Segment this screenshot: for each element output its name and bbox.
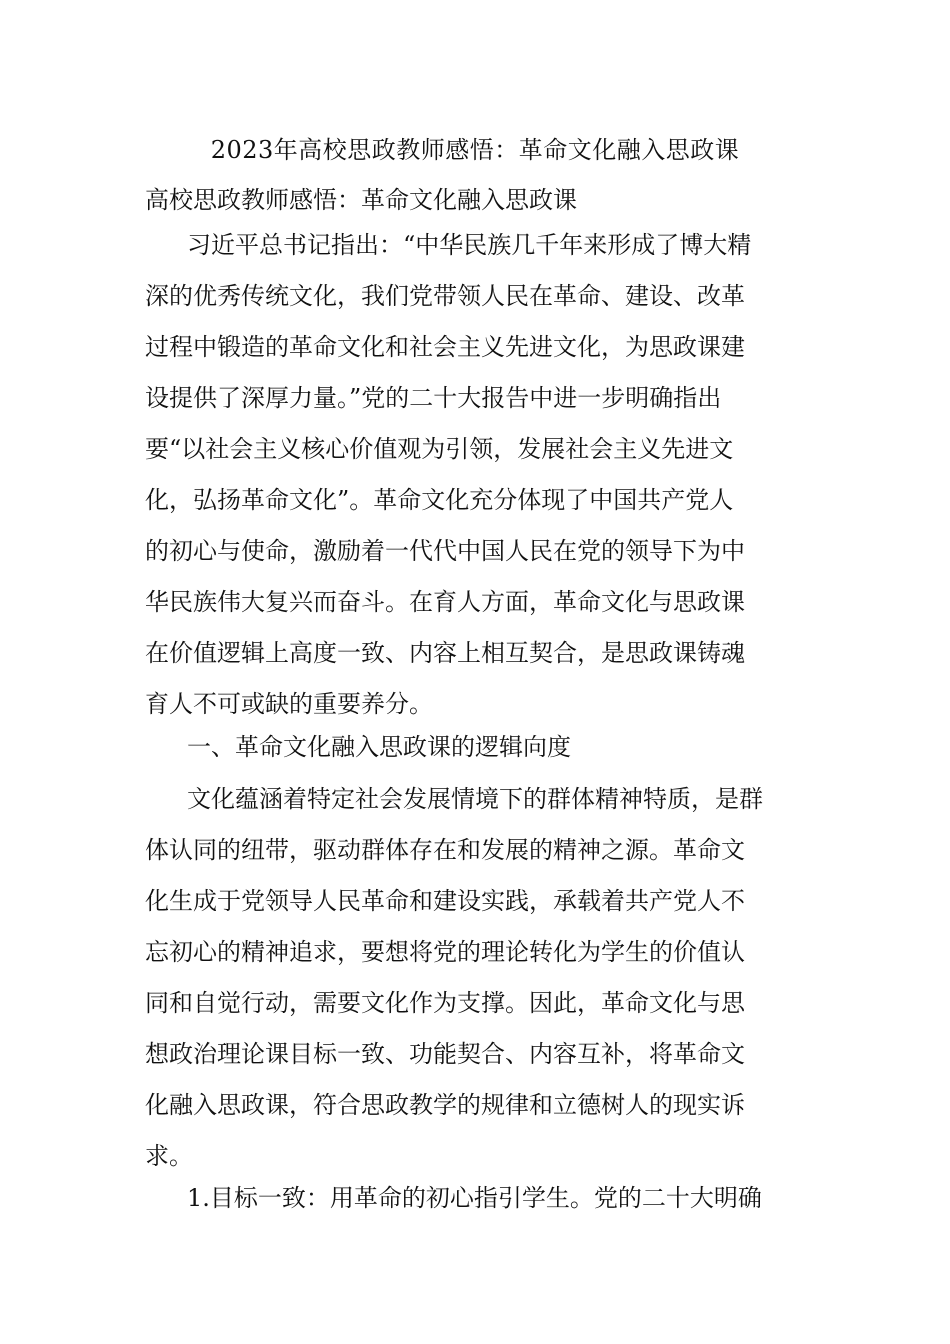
paragraph-line: 华民族伟大复兴而奋斗。在育人方面，革命文化与思政课: [145, 588, 745, 616]
section-heading-1: [145, 722, 807, 773]
paragraph-line: 求。: [145, 1142, 193, 1170]
paragraph-line: 在价值逻辑上高度一致、内容上相互契合，是思政课铸魂: [145, 639, 745, 667]
paragraph-line: 深的优秀传统文化，我们党带领人民在革命、建设、改革: [145, 282, 745, 310]
paragraph-line: 化生成于党领导人民革命和建设实践，承载着共产党人不: [145, 887, 745, 915]
paragraph-1: [145, 220, 807, 730]
paragraph-line: 育人不可或缺的重要养分。: [145, 690, 433, 718]
paragraph-line: 文化蕴涵着特定社会发展情境下的群体精神特质，是群: [187, 785, 763, 813]
document-title: 2023年高校思政教师感悟：革命文化融入思政课: [210, 136, 740, 164]
section-heading-text: 一、革命文化融入思政课的逻辑向度: [187, 733, 571, 761]
paragraph-line: 的初心与使命，激励着一代代中国人民在党的领导下为中: [145, 537, 745, 565]
paragraph-line: 忘初心的精神追求，要想将党的理论转化为学生的价值认: [145, 938, 745, 966]
paragraph-line: 同和自觉行动，需要文化作为支撑。因此，革命文化与思: [145, 989, 745, 1017]
paragraph-line: 习近平总书记指出：“中华民族几千年来形成了博大精: [187, 231, 752, 259]
paragraph-line: 体认同的纽带，驱动群体存在和发展的精神之源。革命文: [145, 836, 745, 864]
point-1: [145, 1173, 807, 1224]
paragraph-line: 过程中锻造的革命文化和社会主义先进文化，为思政课建: [145, 333, 745, 361]
paragraph-2: [145, 774, 807, 1182]
paragraph-line: 想政治理论课目标一致、功能契合、内容互补，将革命文: [145, 1040, 745, 1068]
paragraph-line: 设提供了深厚力量。”党的二十大报告中进一步明确指出: [145, 384, 722, 412]
paragraph-line: 化，弘扬革命文化”。革命文化充分体现了中国共产党人: [145, 486, 734, 514]
paragraph-line: 化融入思政课，符合思政教学的规律和立德树人的现实诉: [145, 1091, 745, 1119]
paragraph-line: 要“以社会主义核心价值观为引领，发展社会主义先进文: [145, 435, 734, 463]
point-1-text: 1.目标一致：用革命的初心指引学生。党的二十大明确: [187, 1184, 762, 1212]
document-subtitle: 高校思政教师感悟：革命文化融入思政课: [145, 186, 577, 214]
